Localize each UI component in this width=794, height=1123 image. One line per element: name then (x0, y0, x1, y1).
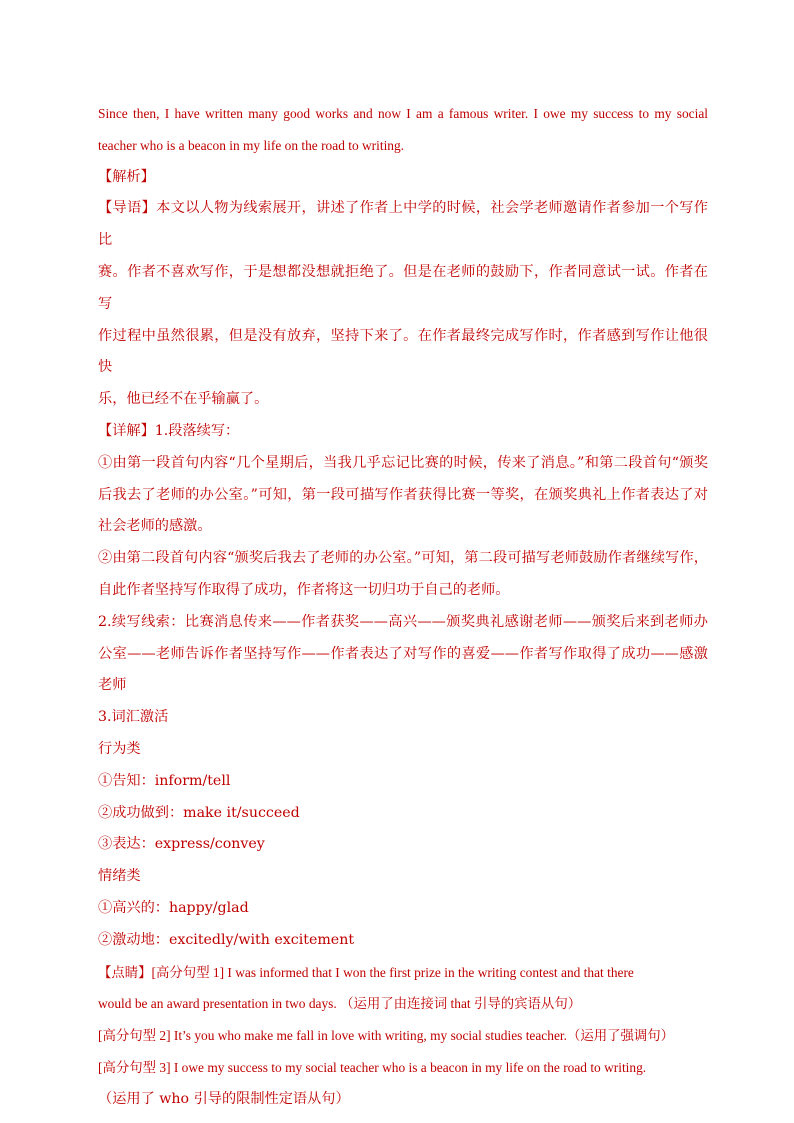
highlight-line-5: （运用了 who 引导的限制性定语从句） (98, 1090, 350, 1107)
action-category: 行为类 (98, 740, 141, 757)
intro-line-1: 【导语】本文以人物为线索展开，讲述了作者上中学的时候，社会学老师邀请作者参加一个写作比 (98, 200, 708, 249)
answer-analysis-text (98, 98, 708, 1116)
highlight-line-3: [高分句型 2] It’s you who make me fall in love with writing, my social studies teacher.（运用了强调句） (98, 1028, 675, 1044)
clue-line-2: 公室——老师告诉作者坚持写作——作者表达了对写作的喜爱——作者写作取得了成功——感激 (98, 645, 708, 662)
vocab-item: ③表达：express/convey (98, 836, 265, 853)
vocab-item: ②激动地：excitedly/with excitement (98, 931, 355, 948)
vocab-item: ①告知：inform/tell (98, 772, 231, 789)
intro-line-3: 作过程中虽然很累，但是没有放弃，坚持下来了。在作者最终完成写作时，作者感到写作让他很快 (98, 327, 708, 376)
intro-line-4: 乐，他已经不在乎输赢了。 (98, 391, 269, 408)
vocab-item: ①高兴的：happy/glad (98, 899, 249, 916)
point-1-line-3: 社会老师的感激。 (98, 518, 212, 535)
point-2-line-1: ②由第二段首句内容“颁奖后我去了老师的办公室。”可知，第二段可描写老师鼓励作者继续写作， (98, 550, 708, 567)
point-1-line-2: 后我去了老师的办公室。”可知，第一段可描写作者获得比赛一等奖，在颁奖典礼上作者表达了对 (98, 486, 708, 503)
highlight-line-1: 【点睛】[高分句型 1] I was informed that I won the first prize in the writing contest and that there (98, 964, 634, 980)
clue-line-3: 老师 (98, 677, 127, 694)
point-2-line-2: 自此作者坚持写作取得了成功，作者将这一切归功于自己的老师。 (98, 581, 510, 598)
intro-line-2: 赛。作者不喜欢写作，于是想都没想就拒绝了。但是在老师的鼓励下，作者同意试一试。作者在写 (98, 263, 708, 312)
analysis-heading: 【解析】 (98, 168, 155, 185)
clue-line-1: 2.续写线索：比赛消息传来——作者获奖——高兴——颁奖典礼感谢老师——颁奖后来到老师办 (98, 613, 708, 630)
story-ending-line-1: Since then, I have written many good works and now I am a famous writer. I owe my success to my social (98, 106, 708, 121)
highlight-line-2: would be an award presentation in two days. （运用了由连接词 that 引导的宾语从句） (98, 996, 582, 1012)
vocab-item: ②成功做到：make it/succeed (98, 804, 300, 821)
details-heading: 【详解】1.段落续写： (98, 422, 240, 439)
vocab-heading: 3.词汇激活 (98, 709, 169, 726)
point-1-line-1: ①由第一段首句内容“几个星期后，当我几乎忘记比赛的时候，传来了消息。”和第二段首句“颁奖 (98, 454, 708, 471)
highlight-line-4: [高分句型 3] I owe my success to my social teacher who is a beacon in my life on the road to writing. (98, 1059, 647, 1075)
story-ending-line-2: teacher who is a beacon in my life on the road to writing. (98, 137, 405, 153)
emotion-category: 情绪类 (98, 868, 141, 885)
